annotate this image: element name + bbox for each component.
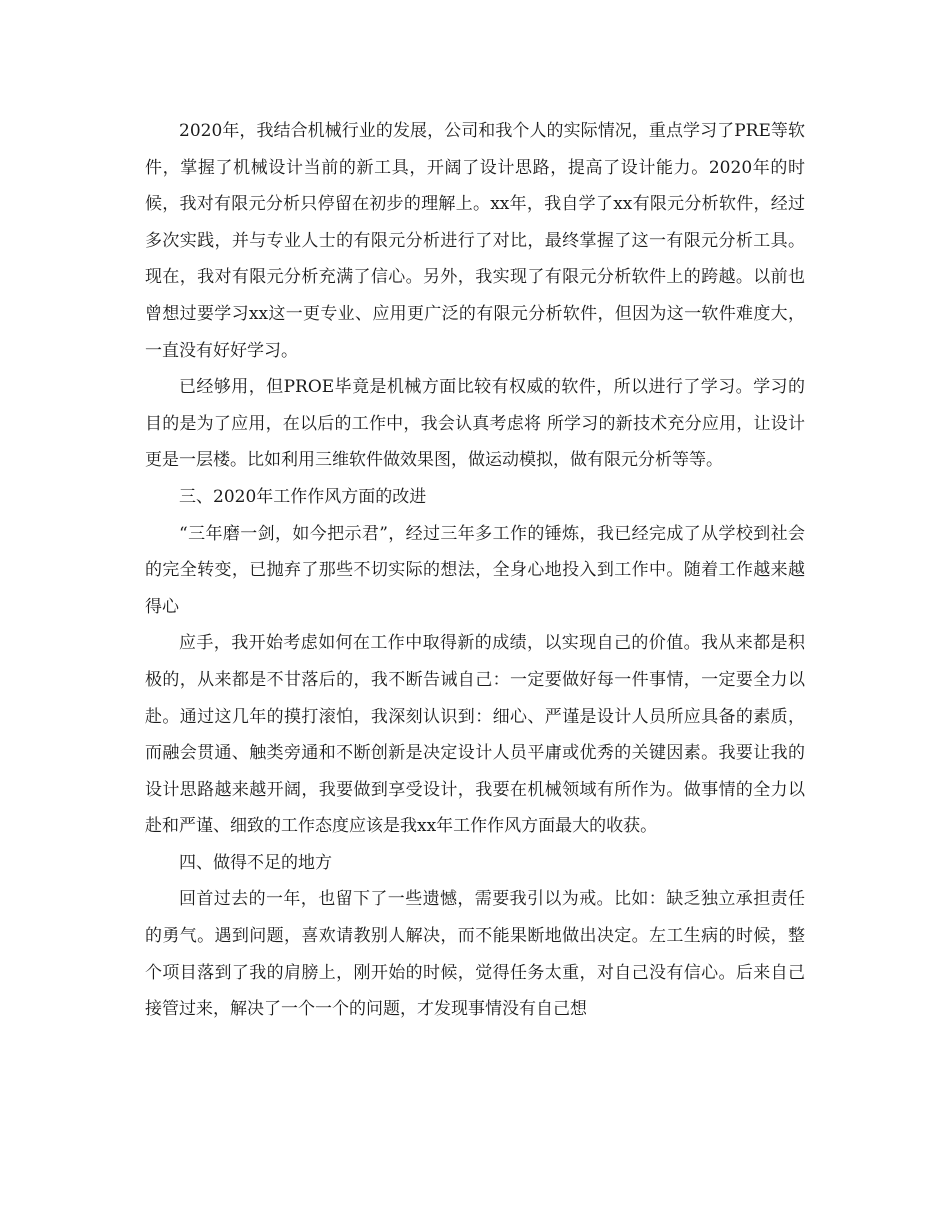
paragraph-value-realization: 应手，我开始考虑如何在工作中取得新的成绩，以实现自己的价值。我从来都是积极的，从来都是不甘落后的，我不断告诫自己：一定要做好每一件事情，一定要全力以赴。通过这几年的摸打滚怕，我深刻认识到：细心、严谨是设计人员所应具备的素质，而融会贯通、触类旁通和不断创新是决定设计人员平庸或优秀的关键因素。我要让我的设计思路越来越开阔，我要做到享受设计，我要在机械领域有所作为。做事情的全力以赴和严谨、细致的工作态度应该是我xx年工作作风方面最大的收获。	[145, 633, 805, 837]
paragraph-three-years: “三年磨一剑，如今把示君”，经过三年多工作的锤炼，我已经完成了从学校到社会的完全转变，已抛弃了那些不切实际的想法，全身心地投入到工作中。随着工作越来越得心	[145, 523, 805, 617]
document-body	[145, 113, 805, 1028]
paragraph-proe-application: 已经够用，但PROE毕竟是机械方面比较有权威的软件，所以进行了学习。学习的目的是为了应用，在以后的工作中，我会认真考虑将 所学习的新技术充分应用，让设计更是一层楼。比如利用三维软件做效果图，做运动模拟，做有限元分析等等。	[145, 377, 805, 471]
paragraph-software-learning: 2020年，我结合机械行业的发展，公司和我个人的实际情况，重点学习了PRE等软件，掌握了机械设计当前的新工具，开阔了设计思路，提高了设计能力。2020年的时候，我对有限元分析只停留在初步的理解上。xx年，我自学了xx有限元分析软件，经过多次实践，并与专业人士的有限元分析进行了对比，最终掌握了这一有限元分析工具。现在，我对有限元分析充满了信心。另外，我实现了有限元分析软件上的跨越。以前也曾想过要学习xx这一更专业、应用更广泛的有限元分析软件，但因为这一软件难度大，一直没有好好学习。	[145, 121, 805, 361]
section-heading-work-style: 三、2020年工作作风方面的改进	[179, 486, 427, 507]
paragraph-regrets: 回首过去的一年，也留下了一些遗憾，需要我引以为戒。比如：缺乏独立承担责任的勇气。遇到问题，喜欢请教别人解决，而不能果断地做出决定。左工生病的时候，整个项目落到了我的肩膀上，刚开始的时候，觉得任务太重，对自己没有信心。后来自己接管过来，解决了一个一个的问题，才发现事情没有自己想	[145, 889, 805, 1020]
section-heading-shortcomings: 四、做得不足的地方	[179, 852, 332, 873]
